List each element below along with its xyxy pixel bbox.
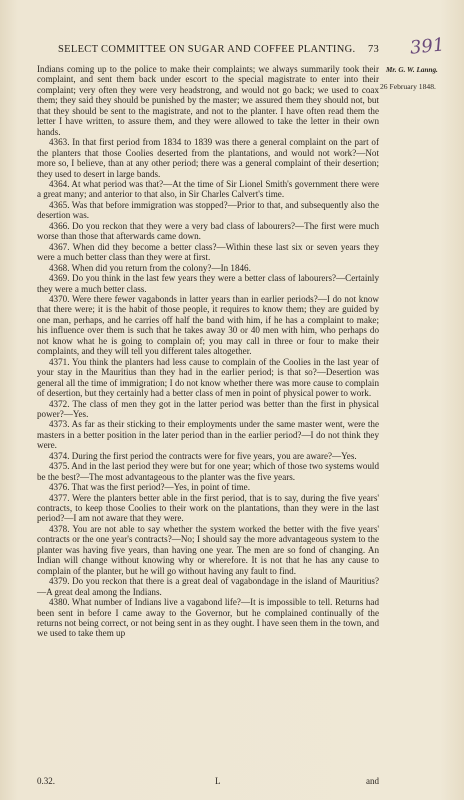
paragraph-4366: 4366. Do you reckon that they were a very bad class of labourers?—The first were much worse than those that afterwards came down. <box>37 220 379 242</box>
margin-witness-name: Mr. G. W. Lanng. <box>386 66 438 74</box>
paragraph-4370: 4370. Were there fewer vagabonds in latter years than in earlier periods?—I do not know that there were; it is the habit of those people, it requires to know them; they are guided by one man, perhaps, and he carries off half the band with him, if he has a complaint to make; his influence over them is such that he takes away 30 or 40 men with him, who perhaps do not know what he is going to complain of; you may call in three or four to make their complaints, and they will tell you different tales altogether. <box>37 293 379 357</box>
paragraph-4363: 4363. In that first period from 1834 to 1839 was there a general complaint on the part of the planters that those Coolies deserted from the plantations, and would not work?—Not more so, I believe, than at any other period; there was a general complaint of their desertion; they used to desert in large bands. <box>37 137 379 179</box>
paragraph-4372: 4372. The class of men they got in the latter period was better than the first in physical power?—Yes. <box>37 398 379 419</box>
paragraph-4369: 4369. Do you think in the last few years they were a better class of labourers?—Certainly they were a much better class. <box>37 273 379 294</box>
paragraph-4375: 4375. And in the last period they were but for one year; which of those two systems would be the best?—The most advantageous to the planter was the five years. <box>37 461 379 482</box>
paragraph-4379: 4379. Do you reckon that there is a great deal of vagabondage in the island of Mauritius?—A great deal among the Indians. <box>37 576 379 597</box>
testimony-body <box>37 64 379 639</box>
paragraph-4374: 4374. During the first period the contracts were for five years, you are aware?—Yes. <box>49 450 357 461</box>
catchword: and <box>366 776 379 786</box>
paragraph-4376: 4376. That was the first period?—Yes, in point of time. <box>49 482 250 493</box>
paragraph-4377: 4377. Were the planters better able in the first period, that is to say, during the five years' contracts, to keep those Coolies to their work on the plantations, than they were in the last period?—I am not aware that they were. <box>37 492 379 524</box>
margin-date: 26 February 1848. <box>380 82 436 91</box>
page-number: 73 <box>368 44 380 55</box>
handwritten-folio-number: 391 <box>408 34 446 59</box>
paragraph-4371: 4371. You think the planters had less cause to complain of the Coolies in the last year of your stay in the Mauritius than they had in the earlier period; is that so?—Desertion was general all the time of immigration; I do not know whether there was more cause to complain of desertion, but they certainly had a better class of men in point of physical power to work. <box>37 356 379 399</box>
paragraph-4364: 4364. At what period was that?—At the time of Sir Lionel Smith's government there were a great many; and anterior to that also, in Sir Charles Calvert's time. <box>37 178 379 200</box>
paragraph-continuation: Indians coming up to the police to make their complaints; we always summarily took their complaint, and sent them back under escort to the special magistrate to enter into their complaint; very often they were very headstrong, and would not go back; we used to coax them; they said they should be punished by the master; we assured them they should not, but that they should be sent to the magistrate, and not to the planter. I have often read them the letter I have written, to assure them, and they were allowed to take the letter in their own hands. <box>37 64 379 137</box>
paragraph-4373: 4373. As far as their sticking to their employments under the same master went, were the masters in a better position in the later period than in the earlier period?—I do not think they were. <box>37 419 379 451</box>
signature-letter: L <box>215 776 221 786</box>
paragraph-4380: 4380. What number of Indians live a vagabond life?—It is impossible to tell. Returns had been sent in before I came away to the Governor, but he complained continually of the returns not being correct, or not being sent in as they ought. I have seen them in the town, and we used to take them up <box>37 597 379 639</box>
header-title: SELECT COMMITTEE ON SUGAR AND COFFEE PLANTING. <box>58 44 356 55</box>
paragraph-4367: 4367. When did they become a better class?—Within these last six or seven years they were a much better class than they were at first. <box>37 241 379 263</box>
paragraph-4378: 4378. You are not able to say whether the system worked the better with the five years' contracts or the one year's contracts?—No; I should say the more advantageous system to the planter was having five years, than having one year. The men are so fond of changing. An Indian will change without knowing why or wherefore. It is not that he has any cause to complain of the planter, but he will go without having any fault to find. <box>37 523 379 576</box>
paragraph-4365: 4365. Was that before immigration was stopped?—Prior to that, and subsequently also the desertion was. <box>37 199 379 221</box>
paragraph-4368: 4368. When did you return from the colony?—In 1846. <box>49 262 251 273</box>
signature-mark: 0.32. <box>37 776 55 786</box>
